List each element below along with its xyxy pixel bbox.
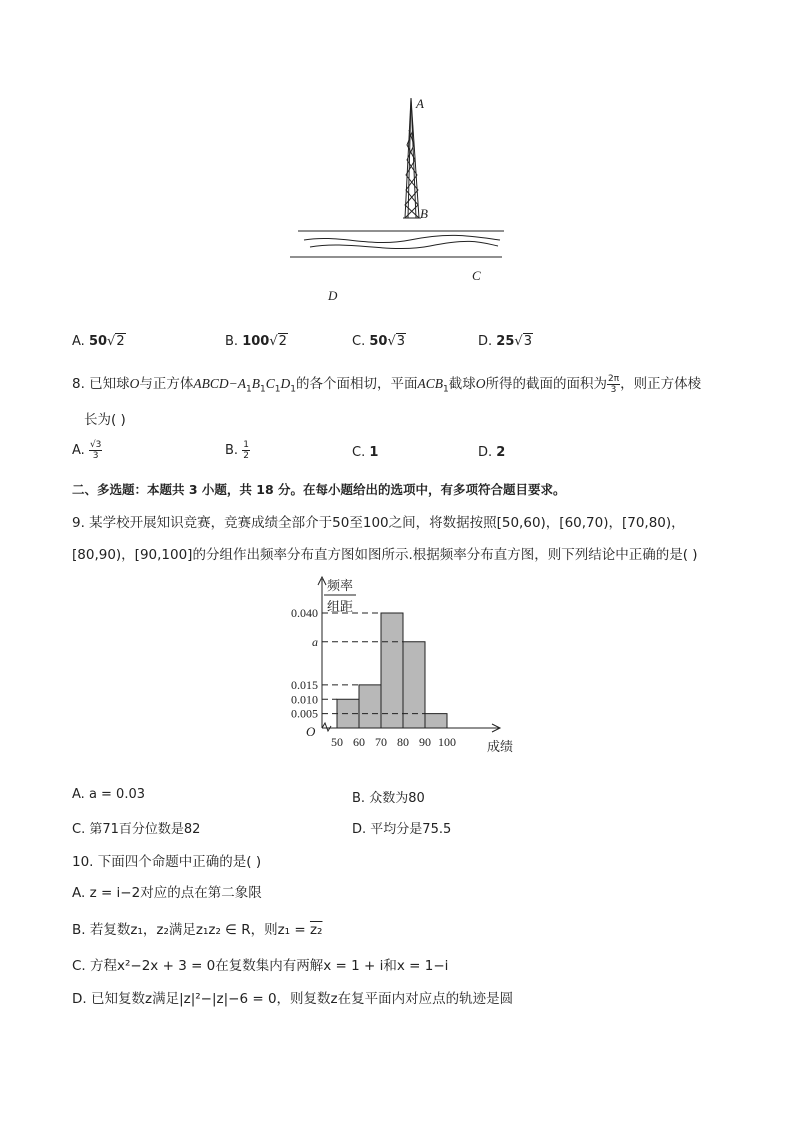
- option-letter: C.: [72, 822, 86, 837]
- histogram-bar: [403, 642, 425, 728]
- x-axis-label: 成绩: [487, 740, 514, 755]
- q8-sub: 1: [290, 384, 296, 395]
- option-radicand: 2: [278, 334, 287, 349]
- option-text: z₁，z₂满足z₁z₂ ∈ R，则z₁ =: [130, 922, 310, 938]
- point-label-c: C: [472, 268, 481, 283]
- option-value: 50: [88, 334, 108, 349]
- option-letter: C.: [352, 334, 366, 349]
- option-value: 100: [242, 334, 270, 349]
- option-letter: D.: [478, 334, 493, 349]
- q10-option-b[interactable]: [72, 918, 322, 938]
- q9-stem-line2: [80,90)，[90,100]的分组作出频率分布直方图如图所示.根据频率分布直方图，则下列结论中正确的是( ): [72, 547, 698, 563]
- option-text: 平均分是75.5: [370, 822, 452, 837]
- x-tick-label: 50: [331, 735, 343, 749]
- option-value: 25: [496, 334, 515, 349]
- q8-sphere: O: [475, 376, 486, 391]
- q8-option-c[interactable]: [352, 445, 378, 460]
- q8-cube: D: [280, 376, 291, 391]
- q10-stem: 10. 下面四个命题中正确的是( ): [72, 854, 262, 870]
- q8-option-a[interactable]: [72, 440, 102, 461]
- q9-option-a[interactable]: [72, 787, 145, 802]
- q8-text: 与正方体: [139, 376, 194, 392]
- q8-fraction: [607, 374, 620, 395]
- fraction-numerator: 1: [243, 440, 249, 450]
- conjugate-term: z₂: [309, 922, 323, 938]
- fraction-denominator: 3: [610, 384, 617, 395]
- option-letter: D.: [478, 445, 493, 460]
- option-letter: A.: [72, 334, 85, 349]
- option-radicand: 3: [523, 334, 532, 349]
- fraction-numerator: √3: [89, 440, 102, 450]
- river-drawing: [290, 231, 504, 257]
- option-letter: D.: [352, 822, 367, 837]
- q8-plane: ACB: [417, 376, 443, 391]
- ylabel-denominator: 组距: [326, 600, 354, 615]
- q8-cube: C: [265, 376, 275, 391]
- q8-text: ，则正方体棱: [620, 376, 702, 392]
- q8-sub: 1: [246, 384, 252, 395]
- y-tick-label: 0.015: [291, 677, 318, 692]
- origin-label: O: [306, 724, 316, 739]
- point-label-b: B: [420, 206, 428, 221]
- option-text: a = 0.03: [88, 787, 146, 802]
- option-letter: A.: [72, 443, 85, 458]
- option-text: B. 若复数: [72, 922, 131, 938]
- q9-option-d[interactable]: [352, 818, 451, 837]
- point-label-a: A: [416, 96, 424, 111]
- tower-drawing: [403, 98, 421, 218]
- option-letter: B.: [352, 791, 366, 806]
- option-value: 50: [369, 334, 388, 349]
- option-radicand: 3: [396, 334, 406, 349]
- x-tick-label: 60: [353, 735, 365, 749]
- fraction-numerator: 2π: [607, 373, 620, 384]
- ylabel-numerator: 频率: [326, 579, 354, 594]
- option-text: 众数为80: [369, 791, 425, 806]
- q8-text: 所得的截面的面积为: [485, 376, 607, 392]
- option-radicand: 2: [116, 334, 125, 349]
- histogram-bar: [381, 613, 403, 728]
- y-tick-label: 0.010: [291, 692, 318, 707]
- q8-cube: ABCD−A: [193, 376, 247, 391]
- q7-option-c[interactable]: C. 50√3: [352, 334, 406, 349]
- option-letter: B.: [225, 334, 239, 349]
- q10-option-d[interactable]: D. 已知复数z满足|z|²−|z|−6 = 0，则复数z在复平面内对应点的轨迹是圆: [72, 991, 514, 1007]
- q8-sub: 1: [274, 384, 281, 395]
- q8-stem-line1: [72, 372, 701, 395]
- q8-text: 截球: [448, 376, 476, 392]
- frequency-histogram: [262, 565, 532, 760]
- q9-option-b[interactable]: [352, 787, 425, 806]
- q10-option-a[interactable]: A. z = i−2对应的点在第二象限: [72, 885, 262, 901]
- q7-option-a[interactable]: A. 50√2: [72, 334, 125, 349]
- y-tick-label: 0.040: [291, 606, 318, 620]
- q8-text: 8. 已知球: [72, 376, 130, 392]
- y-tick-label: 0.005: [291, 706, 318, 721]
- point-label-d: D: [328, 288, 338, 303]
- q9-stem-line1: 9. 某学校开展知识竞赛，竞赛成绩全部介于50至100之间，将数据按照[50,60)，[60,70)，[70,80)，: [72, 515, 685, 531]
- histogram-bar: [359, 685, 381, 728]
- q8-sub: 1: [260, 384, 266, 395]
- axis-break: [322, 723, 331, 731]
- y-tick-label: a: [312, 634, 318, 649]
- histogram-bar: [425, 714, 447, 728]
- option-letter: C.: [352, 445, 366, 460]
- q8-option-b[interactable]: [225, 440, 250, 461]
- fraction-denominator: 3: [92, 451, 99, 461]
- q9-option-c[interactable]: [72, 818, 200, 837]
- q8-stem-line2: 长为( ): [84, 412, 126, 428]
- fraction-denominator: 2: [243, 451, 249, 461]
- q7-option-d[interactable]: D. 25√3: [478, 334, 532, 349]
- x-tick-label: 70: [375, 735, 387, 749]
- x-tick-label: 90: [419, 735, 431, 749]
- q8-text: 的各个面相切，平面: [295, 376, 418, 392]
- q10-option-c[interactable]: C. 方程x²−2x + 3 = 0在复数集内有两解x = 1 + i和x = 1−i: [72, 958, 449, 974]
- q7-option-b[interactable]: B. 100√2: [225, 334, 287, 349]
- section-2-header: 二、多选题：本题共 3 小题，共 18 分。在每小题给出的选项中，有多项符合题目要求。: [72, 482, 566, 497]
- x-tick-label: 100: [438, 735, 456, 749]
- option-text: 第71百分位数是82: [89, 822, 201, 837]
- option-letter: A.: [72, 787, 85, 802]
- q8-option-d[interactable]: [478, 445, 505, 460]
- x-tick-label: 80: [397, 735, 409, 749]
- option-letter: B.: [225, 443, 239, 458]
- option-value: 2: [496, 445, 506, 460]
- q8-sub: 1: [442, 384, 449, 395]
- option-value: 1: [369, 445, 379, 460]
- tower-river-figure: [280, 90, 520, 310]
- q8-sphere: O: [129, 376, 140, 391]
- q8-cube: B: [251, 376, 261, 391]
